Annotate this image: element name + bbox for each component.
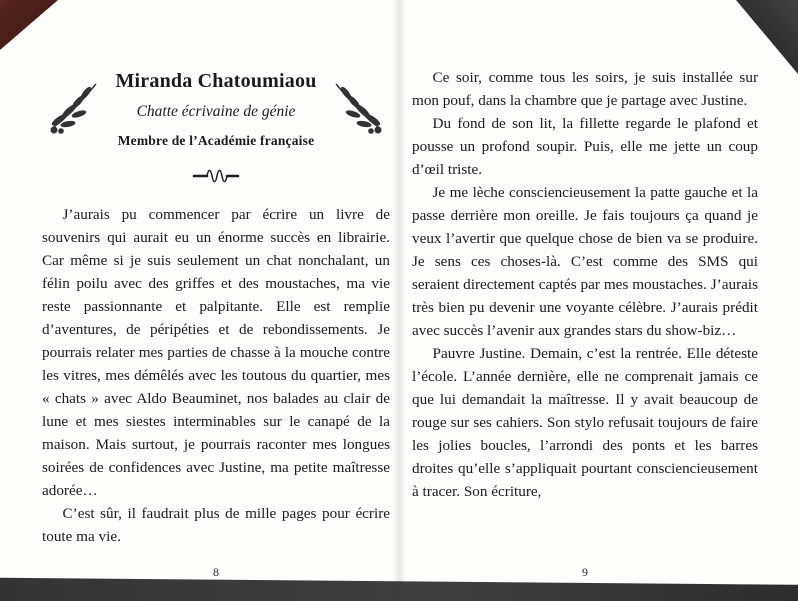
- paragraph: J’aurais pu commencer par écrire un livre de souvenirs qui aurait eu un énorme succès en librairie. Car même si je suis seulement un chat nonchalant, un félin poilu avec des griffes et des moustaches, ma vie reste passionnante et palpitante. Elle est remplie d’aventures, de péripéties et de rebondissements. Je pourrais relater mes parties de chasse à la mouche contre les vitres, mes démêlés avec les toutous du quartier, mes « chats » avec Aldo Beauminet, nos balades au clair de lune et mes siestes interminables sur le canapé de la maison. Mais surtout, je pourrais raconter mes longues soirées de confidences avec Justine, ma petite maîtresse adorée…: [42, 206, 390, 499]
- paragraph: C’est sûr, il faudrait plus de mille pages pour écrire toute ma vie.: [42, 505, 390, 545]
- character-affiliation: Membre de l’Académie française: [117, 133, 315, 148]
- chapter-header-text: [107, 70, 325, 149]
- olive-branch-right-icon: [331, 78, 385, 141]
- page-number-right: 9: [582, 565, 588, 579]
- olive-branch-left-icon: [47, 78, 101, 141]
- chapter-header-row: [42, 70, 390, 149]
- right-page-body: [412, 0, 758, 503]
- left-page-body: [42, 203, 390, 548]
- page-number-left: 8: [213, 565, 219, 579]
- character-name-title: Miranda Chatoumiaou: [115, 70, 317, 92]
- paragraph: Je me lèche consciencieusement la patte gauche et la passe derrière mon oreille. Je fais toujours ça quand je veux l’avertir que quelque chose de bien va se produire. Je sens ces choses-là. C’est comme des SMS qui seraient directement captés par mes moustaches. J’aurais très bien pu devenir une voyante célèbre. J’aurais prédit avec succès l’avenir aux grandes stars du show-biz…: [412, 184, 758, 339]
- paragraph: Pauvre Justine. Demain, c’est la rentrée. Elle déteste l’école. L’année dernière, elle ne comprenait jamais ce que lui demandait la maîtresse. Il y avait beaucoup de rouge sur ses cahiers. Son stylo refusait toujours de faire les jolies boucles, l’arrondi des ponts et les barres droites qu’elle s’appliquait pourtant consciencieusement à tracer. Son écriture,: [412, 345, 758, 500]
- character-subtitle: Chatte écrivaine de génie: [136, 103, 296, 120]
- right-page: [399, 0, 798, 601]
- paragraph: Ce soir, comme tous les soirs, je suis installée sur mon pouf, dans la chambre que je partage avec Justine.: [412, 69, 758, 109]
- chapter-header: [42, 70, 390, 184]
- paragraph: Du fond de son lit, la fillette regarde le plafond et pousse un profond soupir. Puis, elle me jette un coup d’œil triste.: [412, 115, 758, 178]
- squiggle-divider-icon: [42, 168, 390, 184]
